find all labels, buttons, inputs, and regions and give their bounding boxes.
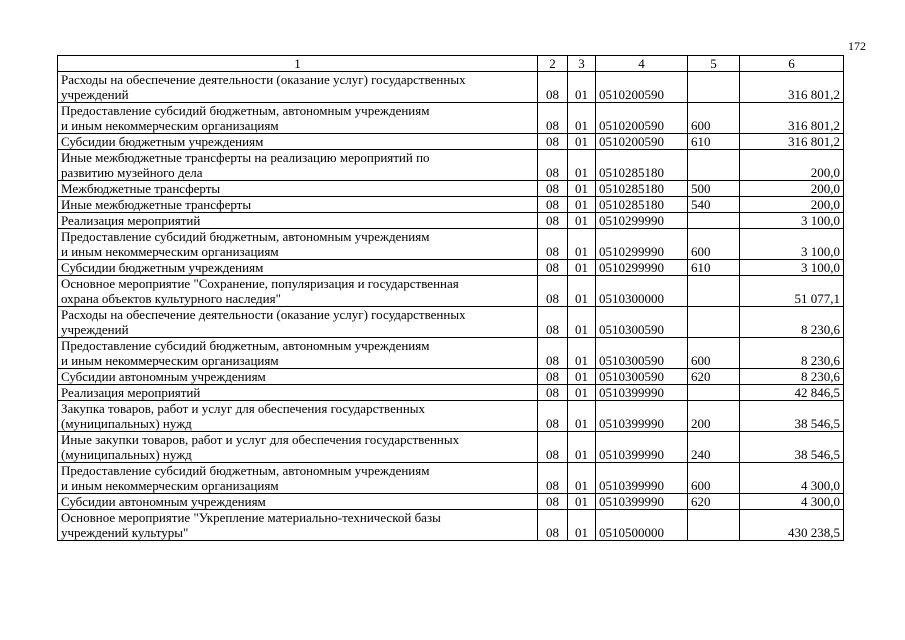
row-section-cell: 08 bbox=[538, 197, 568, 213]
row-section-cell: 08 bbox=[538, 276, 568, 307]
row-amount-cell: 8 230,6 bbox=[740, 369, 844, 385]
row-name-cell bbox=[58, 307, 538, 338]
row-name-cell bbox=[58, 197, 538, 213]
row-amount-cell: 42 846,5 bbox=[740, 385, 844, 401]
row-name-cell bbox=[58, 72, 538, 103]
row-name-text: Субсидии бюджетным учреждениям bbox=[61, 260, 264, 275]
row-section-cell: 08 bbox=[538, 369, 568, 385]
table-row bbox=[58, 432, 844, 463]
header-col-1: 1 bbox=[58, 56, 538, 72]
table-row bbox=[58, 510, 844, 541]
row-name-text: Расходы на обеспечение деятельности (оказание услуг) государственных учреждений bbox=[61, 72, 466, 102]
row-target-code-cell: 0510500000 bbox=[596, 510, 688, 541]
row-subsection-cell: 01 bbox=[568, 494, 596, 510]
row-subsection-cell: 01 bbox=[568, 510, 596, 541]
table-row bbox=[58, 307, 844, 338]
row-target-code-cell: 0510399990 bbox=[596, 463, 688, 494]
row-target-code-cell: 0510399990 bbox=[596, 401, 688, 432]
row-subsection-cell: 01 bbox=[568, 229, 596, 260]
header-col-3: 3 bbox=[568, 56, 596, 72]
row-section-cell: 08 bbox=[538, 213, 568, 229]
row-name-cell bbox=[58, 181, 538, 197]
row-section-cell: 08 bbox=[538, 229, 568, 260]
row-name-text: Предоставление субсидий бюджетным, автономным учреждениям и иным некоммерческим организациям bbox=[61, 338, 430, 368]
table-row bbox=[58, 134, 844, 150]
table-row bbox=[58, 260, 844, 276]
row-section-cell: 08 bbox=[538, 432, 568, 463]
row-target-code-cell: 0510200590 bbox=[596, 134, 688, 150]
table-row bbox=[58, 494, 844, 510]
row-name-text: Субсидии бюджетным учреждениям bbox=[61, 134, 264, 149]
row-target-code-cell: 0510300590 bbox=[596, 369, 688, 385]
table-row bbox=[58, 276, 844, 307]
row-name-cell bbox=[58, 463, 538, 494]
row-subsection-cell: 01 bbox=[568, 338, 596, 369]
row-expense-type-cell bbox=[688, 385, 740, 401]
row-subsection-cell: 01 bbox=[568, 72, 596, 103]
row-expense-type-cell bbox=[688, 276, 740, 307]
header-col-5: 5 bbox=[688, 56, 740, 72]
row-target-code-cell: 0510285180 bbox=[596, 197, 688, 213]
row-name-cell bbox=[58, 510, 538, 541]
row-expense-type-cell: 600 bbox=[688, 338, 740, 369]
row-target-code-cell: 0510285180 bbox=[596, 181, 688, 197]
page-number: 172 bbox=[848, 39, 866, 53]
row-amount-cell: 4 300,0 bbox=[740, 463, 844, 494]
row-target-code-cell: 0510300590 bbox=[596, 338, 688, 369]
row-subsection-cell: 01 bbox=[568, 385, 596, 401]
table-row bbox=[58, 338, 844, 369]
row-expense-type-cell: 600 bbox=[688, 103, 740, 134]
row-subsection-cell: 01 bbox=[568, 260, 596, 276]
row-section-cell: 08 bbox=[538, 260, 568, 276]
header-col-2: 2 bbox=[538, 56, 568, 72]
row-name-text: Иные закупки товаров, работ и услуг для обеспечения государственных (муниципальных) нужд bbox=[61, 432, 460, 462]
row-amount-cell: 8 230,6 bbox=[740, 307, 844, 338]
row-amount-cell: 316 801,2 bbox=[740, 134, 844, 150]
row-target-code-cell: 0510399990 bbox=[596, 494, 688, 510]
row-expense-type-cell bbox=[688, 307, 740, 338]
row-name-text: Основное мероприятие "Сохранение, популяризация и государственная охрана объектов культурного наследия" bbox=[61, 276, 459, 306]
row-target-code-cell: 0510300000 bbox=[596, 276, 688, 307]
row-expense-type-cell: 610 bbox=[688, 134, 740, 150]
row-amount-cell: 51 077,1 bbox=[740, 276, 844, 307]
row-expense-type-cell: 540 bbox=[688, 197, 740, 213]
row-target-code-cell: 0510399990 bbox=[596, 385, 688, 401]
row-name-text: Реализация мероприятий bbox=[61, 213, 201, 228]
row-amount-cell: 200,0 bbox=[740, 197, 844, 213]
row-name-text: Предоставление субсидий бюджетным, автономным учреждениям и иным некоммерческим организациям bbox=[61, 229, 430, 259]
row-expense-type-cell: 610 bbox=[688, 260, 740, 276]
table-row bbox=[58, 385, 844, 401]
row-name-text: Иные межбюджетные трансферты bbox=[61, 197, 252, 212]
row-name-text: Реализация мероприятий bbox=[61, 385, 201, 400]
row-amount-cell: 38 546,5 bbox=[740, 432, 844, 463]
table-row bbox=[58, 401, 844, 432]
row-subsection-cell: 01 bbox=[568, 197, 596, 213]
row-amount-cell: 316 801,2 bbox=[740, 72, 844, 103]
row-section-cell: 08 bbox=[538, 134, 568, 150]
row-name-cell bbox=[58, 260, 538, 276]
row-section-cell: 08 bbox=[538, 103, 568, 134]
row-section-cell: 08 bbox=[538, 385, 568, 401]
row-target-code-cell: 0510299990 bbox=[596, 260, 688, 276]
table-row bbox=[58, 229, 844, 260]
row-subsection-cell: 01 bbox=[568, 276, 596, 307]
row-amount-cell: 200,0 bbox=[740, 150, 844, 181]
row-subsection-cell: 01 bbox=[568, 307, 596, 338]
table-row bbox=[58, 181, 844, 197]
row-target-code-cell: 0510399990 bbox=[596, 432, 688, 463]
row-name-cell bbox=[58, 150, 538, 181]
row-name-text: Закупка товаров, работ и услуг для обеспечения государственных (муниципальных) нужд bbox=[61, 401, 426, 431]
row-amount-cell: 38 546,5 bbox=[740, 401, 844, 432]
row-amount-cell: 3 100,0 bbox=[740, 229, 844, 260]
table-header-row bbox=[58, 56, 844, 72]
row-name-text: Межбюджетные трансферты bbox=[61, 181, 221, 196]
row-amount-cell: 200,0 bbox=[740, 181, 844, 197]
row-amount-cell: 8 230,6 bbox=[740, 338, 844, 369]
row-section-cell: 08 bbox=[538, 150, 568, 181]
table-row bbox=[58, 213, 844, 229]
row-target-code-cell: 0510299990 bbox=[596, 229, 688, 260]
row-name-text: Субсидии автономным учреждениям bbox=[61, 494, 266, 509]
row-subsection-cell: 01 bbox=[568, 401, 596, 432]
row-section-cell: 08 bbox=[538, 338, 568, 369]
row-name-text: Предоставление субсидий бюджетным, автономным учреждениям и иным некоммерческим организациям bbox=[61, 103, 430, 133]
row-expense-type-cell: 620 bbox=[688, 494, 740, 510]
row-name-cell bbox=[58, 213, 538, 229]
row-subsection-cell: 01 bbox=[568, 134, 596, 150]
row-name-cell bbox=[58, 432, 538, 463]
header-col-4: 4 bbox=[596, 56, 688, 72]
row-amount-cell: 3 100,0 bbox=[740, 213, 844, 229]
row-name-text: Иные межбюджетные трансферты на реализацию мероприятий по развитию музейного дела bbox=[61, 150, 430, 180]
row-expense-type-cell: 200 bbox=[688, 401, 740, 432]
budget-table bbox=[57, 55, 844, 541]
table-row bbox=[58, 103, 844, 134]
row-target-code-cell: 0510200590 bbox=[596, 72, 688, 103]
row-expense-type-cell bbox=[688, 213, 740, 229]
row-name-cell bbox=[58, 401, 538, 432]
table-row bbox=[58, 463, 844, 494]
row-expense-type-cell bbox=[688, 510, 740, 541]
row-section-cell: 08 bbox=[538, 510, 568, 541]
row-subsection-cell: 01 bbox=[568, 213, 596, 229]
row-section-cell: 08 bbox=[538, 72, 568, 103]
row-subsection-cell: 01 bbox=[568, 369, 596, 385]
row-name-cell bbox=[58, 276, 538, 307]
row-section-cell: 08 bbox=[538, 181, 568, 197]
header-col-6: 6 bbox=[740, 56, 844, 72]
row-amount-cell: 3 100,0 bbox=[740, 260, 844, 276]
row-section-cell: 08 bbox=[538, 494, 568, 510]
row-name-cell bbox=[58, 229, 538, 260]
row-subsection-cell: 01 bbox=[568, 463, 596, 494]
row-section-cell: 08 bbox=[538, 463, 568, 494]
row-name-text: Предоставление субсидий бюджетным, автономным учреждениям и иным некоммерческим организациям bbox=[61, 463, 430, 493]
row-subsection-cell: 01 bbox=[568, 432, 596, 463]
row-amount-cell: 4 300,0 bbox=[740, 494, 844, 510]
row-target-code-cell: 0510200590 bbox=[596, 103, 688, 134]
row-subsection-cell: 01 bbox=[568, 103, 596, 134]
row-name-text: Расходы на обеспечение деятельности (оказание услуг) государственных учреждений bbox=[61, 307, 466, 337]
table-row bbox=[58, 150, 844, 181]
row-expense-type-cell: 500 bbox=[688, 181, 740, 197]
row-subsection-cell: 01 bbox=[568, 150, 596, 181]
row-expense-type-cell: 240 bbox=[688, 432, 740, 463]
row-name-cell bbox=[58, 494, 538, 510]
row-expense-type-cell bbox=[688, 72, 740, 103]
row-name-cell bbox=[58, 103, 538, 134]
row-expense-type-cell: 600 bbox=[688, 463, 740, 494]
row-name-cell bbox=[58, 134, 538, 150]
row-name-cell bbox=[58, 369, 538, 385]
row-name-cell bbox=[58, 338, 538, 369]
row-section-cell: 08 bbox=[538, 307, 568, 338]
table-row bbox=[58, 197, 844, 213]
row-target-code-cell: 0510285180 bbox=[596, 150, 688, 181]
table-row bbox=[58, 369, 844, 385]
row-expense-type-cell: 600 bbox=[688, 229, 740, 260]
row-amount-cell: 316 801,2 bbox=[740, 103, 844, 134]
row-expense-type-cell: 620 bbox=[688, 369, 740, 385]
row-name-text: Субсидии автономным учреждениям bbox=[61, 369, 266, 384]
row-name-text: Основное мероприятие "Укрепление материально-технической базы учреждений культуры" bbox=[61, 510, 441, 540]
row-target-code-cell: 0510300590 bbox=[596, 307, 688, 338]
row-expense-type-cell bbox=[688, 150, 740, 181]
row-section-cell: 08 bbox=[538, 401, 568, 432]
row-name-cell bbox=[58, 385, 538, 401]
row-amount-cell: 430 238,5 bbox=[740, 510, 844, 541]
row-target-code-cell: 0510299990 bbox=[596, 213, 688, 229]
table-row bbox=[58, 72, 844, 103]
row-subsection-cell: 01 bbox=[568, 181, 596, 197]
